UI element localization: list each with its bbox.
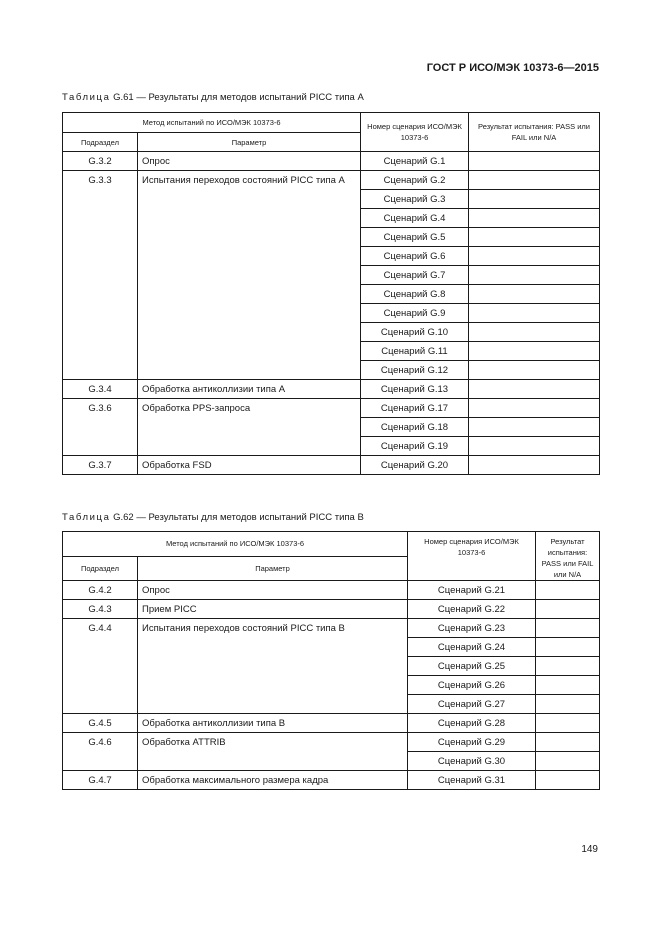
table-row: [63, 152, 600, 171]
result-cell: [469, 247, 600, 266]
scenario-cell: Сценарий G.5: [361, 228, 469, 247]
document-id-header: ГОСТ Р ИСО/МЭК 10373-6—2015: [426, 62, 599, 74]
result-header: Результат испытания: PASS или FAIL или N/A: [536, 532, 600, 581]
table-row: [63, 380, 600, 399]
result-cell: [469, 323, 600, 342]
subsection-cell: G.3.4: [63, 380, 138, 399]
parameter-cell: Испытания переходов состояний PICC типа А: [138, 171, 361, 380]
scenario-header: Номер сценария ИСО/МЭК 10373-6: [408, 532, 536, 581]
table-row: [63, 714, 600, 733]
parameter-cell: Обработка PPS-запроса: [138, 399, 361, 456]
page-number: 149: [581, 844, 598, 855]
subsection-cell: G.3.6: [63, 399, 138, 456]
table-row: [63, 581, 600, 600]
result-header: Результат испытания: PASS или FAIL или N/A: [469, 113, 600, 152]
parameter-cell: Прием PICC: [138, 600, 408, 619]
table-g61-caption: [62, 92, 364, 103]
scenario-cell: Сценарий G.28: [408, 714, 536, 733]
result-cell: [469, 171, 600, 190]
scenario-cell: Сценарий G.24: [408, 638, 536, 657]
scenario-cell: Сценарий G.18: [361, 418, 469, 437]
caption-label: Таблица: [62, 512, 111, 523]
method-header: Метод испытаний по ИСО/МЭК 10373-6: [63, 113, 361, 133]
parameter-cell: Обработка антиколлизии типа А: [138, 380, 361, 399]
scenario-cell: Сценарий G.11: [361, 342, 469, 361]
scenario-cell: Сценарий G.2: [361, 171, 469, 190]
scenario-cell: Сценарий G.12: [361, 361, 469, 380]
caption-label: Таблица: [62, 92, 111, 103]
result-cell: [536, 695, 600, 714]
scenario-cell: Сценарий G.8: [361, 285, 469, 304]
table-body: [63, 581, 600, 790]
subsection-cell: G.4.5: [63, 714, 138, 733]
result-cell: [469, 380, 600, 399]
parameter-cell: Обработка FSD: [138, 456, 361, 475]
result-cell: [536, 638, 600, 657]
scenario-cell: Сценарий G.21: [408, 581, 536, 600]
scenario-cell: Сценарий G.26: [408, 676, 536, 695]
table-row: [63, 456, 600, 475]
parameter-header: Параметр: [138, 133, 361, 152]
results-table-g62: [62, 531, 600, 790]
result-cell: [469, 437, 600, 456]
parameter-cell: Обработка антиколлизии типа В: [138, 714, 408, 733]
table-row: [63, 619, 600, 638]
scenario-cell: Сценарий G.31: [408, 771, 536, 790]
scenario-cell: Сценарий G.17: [361, 399, 469, 418]
result-cell: [469, 342, 600, 361]
parameter-cell: Испытания переходов состояний PICC типа В: [138, 619, 408, 714]
table-body: [63, 152, 600, 475]
result-cell: [469, 152, 600, 171]
scenario-cell: Сценарий G.22: [408, 600, 536, 619]
parameter-cell: Опрос: [138, 581, 408, 600]
result-cell: [469, 304, 600, 323]
scenario-cell: Сценарий G.3: [361, 190, 469, 209]
scenario-cell: Сценарий G.20: [361, 456, 469, 475]
result-cell: [536, 733, 600, 752]
scenario-cell: Сценарий G.4: [361, 209, 469, 228]
caption-text: G.62 — Результаты для методов испытаний PICC типа В: [113, 512, 364, 523]
table-row: [63, 733, 600, 752]
subsection-cell: G.3.7: [63, 456, 138, 475]
parameter-cell: Обработка ATTRIB: [138, 733, 408, 771]
subsection-header: Подраздел: [63, 133, 138, 152]
table-row: [63, 771, 600, 790]
result-cell: [536, 714, 600, 733]
subsection-cell: G.4.3: [63, 600, 138, 619]
scenario-cell: Сценарий G.19: [361, 437, 469, 456]
subsection-cell: G.4.7: [63, 771, 138, 790]
result-cell: [536, 657, 600, 676]
result-cell: [469, 418, 600, 437]
subsection-cell: G.4.4: [63, 619, 138, 714]
result-cell: [469, 228, 600, 247]
scenario-cell: Сценарий G.30: [408, 752, 536, 771]
scenario-cell: Сценарий G.10: [361, 323, 469, 342]
results-table-g61: [62, 112, 600, 475]
scenario-cell: Сценарий G.7: [361, 266, 469, 285]
result-cell: [469, 285, 600, 304]
scenario-cell: Сценарий G.23: [408, 619, 536, 638]
scenario-cell: Сценарий G.25: [408, 657, 536, 676]
scenario-cell: Сценарий G.1: [361, 152, 469, 171]
scenario-header: Номер сценария ИСО/МЭК 10373-6: [361, 113, 469, 152]
subsection-cell: G.4.2: [63, 581, 138, 600]
result-cell: [469, 399, 600, 418]
table-row: [63, 399, 600, 418]
table-g62-caption: [62, 512, 364, 523]
parameter-header: Параметр: [138, 556, 408, 581]
result-cell: [536, 600, 600, 619]
scenario-cell: Сценарий G.13: [361, 380, 469, 399]
subsection-cell: G.4.6: [63, 733, 138, 771]
table-row: [63, 600, 600, 619]
subsection-cell: G.3.3: [63, 171, 138, 380]
subsection-header: Подраздел: [63, 556, 138, 581]
result-cell: [536, 752, 600, 771]
parameter-cell: Опрос: [138, 152, 361, 171]
result-cell: [536, 676, 600, 695]
caption-text: G.61 — Результаты для методов испытаний PICC типа А: [113, 92, 364, 103]
scenario-cell: Сценарий G.27: [408, 695, 536, 714]
result-cell: [536, 581, 600, 600]
parameter-cell: Обработка максимального размера кадра: [138, 771, 408, 790]
result-cell: [469, 190, 600, 209]
result-cell: [536, 619, 600, 638]
scenario-cell: Сценарий G.9: [361, 304, 469, 323]
scenario-cell: Сценарий G.29: [408, 733, 536, 752]
result-cell: [536, 771, 600, 790]
result-cell: [469, 209, 600, 228]
result-cell: [469, 266, 600, 285]
table-row: [63, 171, 600, 190]
method-header: Метод испытаний по ИСО/МЭК 10373-6: [63, 532, 408, 557]
scenario-cell: Сценарий G.6: [361, 247, 469, 266]
result-cell: [469, 361, 600, 380]
result-cell: [469, 456, 600, 475]
subsection-cell: G.3.2: [63, 152, 138, 171]
